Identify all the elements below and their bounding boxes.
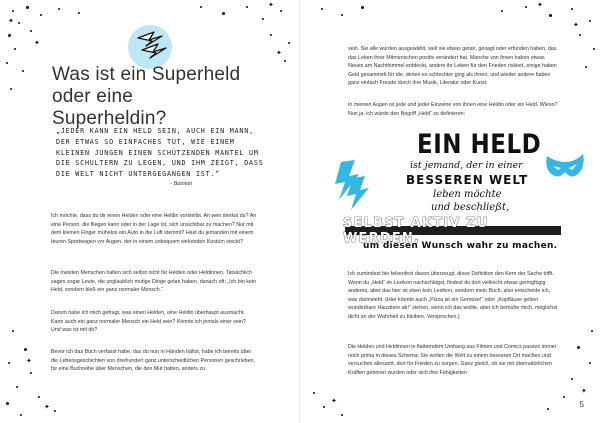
quote-source: - Batman <box>170 181 193 187</box>
right-page <box>301 0 600 423</box>
left-paragraph-2: Die meisten Menschen halten sich selbst nicht für Helden oder Heldinnen. Tatsächlich sagen sogar Leute, die unglaublich mutige Dinge getan haben, danach oft: „Ich bin kein Held, sondern bloß ein ganz normaler Mensch.“ <box>51 270 256 294</box>
batman-quote: „JEDER KANN EIN HELD SEIN, AUCH EIN MANN, DER ETWAS SO EINFACHES TUT, WIE EINEM KLEINEN JUNGEN EINEN SCHÜTZENDEN MANTEL UM DIE SCHULTERN ZU LEGEN, UND IHM ZEIGT, DASS DIE WELT NICHT UNTERGEGANGEN IST.“ <box>56 127 264 179</box>
definition-line-5-text: SELBST AKTIV ZU WERDEN, <box>343 216 489 246</box>
chapter-heading: Was ist ein Superheld oder eine Superheldin? <box>52 64 241 129</box>
definition-line-1: ist jemand, der in einer <box>410 160 523 171</box>
left-paragraph-4: Bevor ich das Buch verfasst habe, das du nun in Händen hältst, habe ich bereits über die Lebensgeschichten von dreihundert ganz unterschiedlichen Personen geschrieben, für eine Buchreihe über Menschen, die den Mut hatten, anders zu <box>51 349 256 373</box>
right-paragraph-4: Die Helden und Heldinnen in flatterndem Umhang aus Filmen und Comics passen immer noch prima in dieses Schema: Sie wollen die Welt zu einem besseren Ort machen und versuchen allesamt, dort für Frieden zu sorgen. Ganz gleich, ob sie mit übernatürlichen Kräften geboren wurden oder sich ihre Fähigkeiten <box>348 344 557 376</box>
definition-line-4: und beschließt, <box>431 202 510 213</box>
left-page <box>0 0 299 423</box>
right-paragraph-3: Ich zumindest bin felsenfest davon überzeugt, diese Definition den Kern der Sache trifft. Wenn du „Held“ im Lexikon nachschlägst, findest du dort vielleicht etwas geringfügig anderes, aber das hier ist eben kein Lexikon, sondern mein Buch, also entscheide ich, was darinsteht. (Hier könnte auch „Pizza ist ein Gemüse!“ oder „Kopfläuse geben wunderbare Haustiere ab!“ stehen, wenn ich das wollte, aber ich bemühe mich, möglichst dicht an der Wahrheit zu bleiben. Versprochen.) <box>348 271 558 320</box>
decorative-dots-left: ✦ ✦ ✦ ✦ ✦ ✦ <box>0 0 299 423</box>
hero-definition <box>343 130 571 267</box>
right-paragraph-1: sein. Sie alle wurden ausgewählt, weil sie etwas getan, gesagt oder erfunden haben, das das Leben ihrer Mitmenschen positiv verändert hat. Manche von ihnen haben etwas Neues am Nachthimmel entdeckt, andere ihr Leben für den Frieden riskiert, einige haben Geld gesammelt für die, denen es schlechter ging als ihnen, und wieder andere haben ganz einfach Freude durch ihre Musik, Literatur oder Kunst. <box>348 46 557 87</box>
page-number: 5 <box>579 400 584 409</box>
right-paragraph-2: In meinen Augen ist jede und jeder Einzelne von ihnen eine Heldin oder ein Held. Wieso? Nun ja, ich würde den Begriff „Held“ so definieren: <box>348 102 558 117</box>
lightning-bolt-icon <box>132 24 174 66</box>
decorative-dots-right: ✦ ✦ ✦ ✦ <box>301 0 600 423</box>
definition-line-2: BESSEREN WELT <box>406 173 529 187</box>
left-paragraph-1: Ich möchte, dass du dir einen Helden oder eine Heldin vorstellst. An wen denkst du? An eine Person, die fliegen kann oder in der Lage ist, sich unsichtbar zu machen? Nur mit dem kleinen Finger mühelos ein Auto in die Luft stemmt? Hast du jemanden mit einem teuren Sportwagen vor Augen, der in einem unbequem wirkenden Kostüm steckt? <box>51 213 257 245</box>
definition-line-6: um diesen Wunsch wahr zu machen. <box>363 241 558 251</box>
left-paragraph-3: Darum habe ich mich gefragt, was einen Helden, eine Heldin überhaupt ausmacht. Kann auch ein ganz normaler Mensch ein Held sein? Könnte ich jemals einer sein? Und was ist mit dir? <box>51 310 246 334</box>
definition-line-3: leben möchte <box>433 189 502 200</box>
definition-title: EIN HELD <box>417 130 542 160</box>
